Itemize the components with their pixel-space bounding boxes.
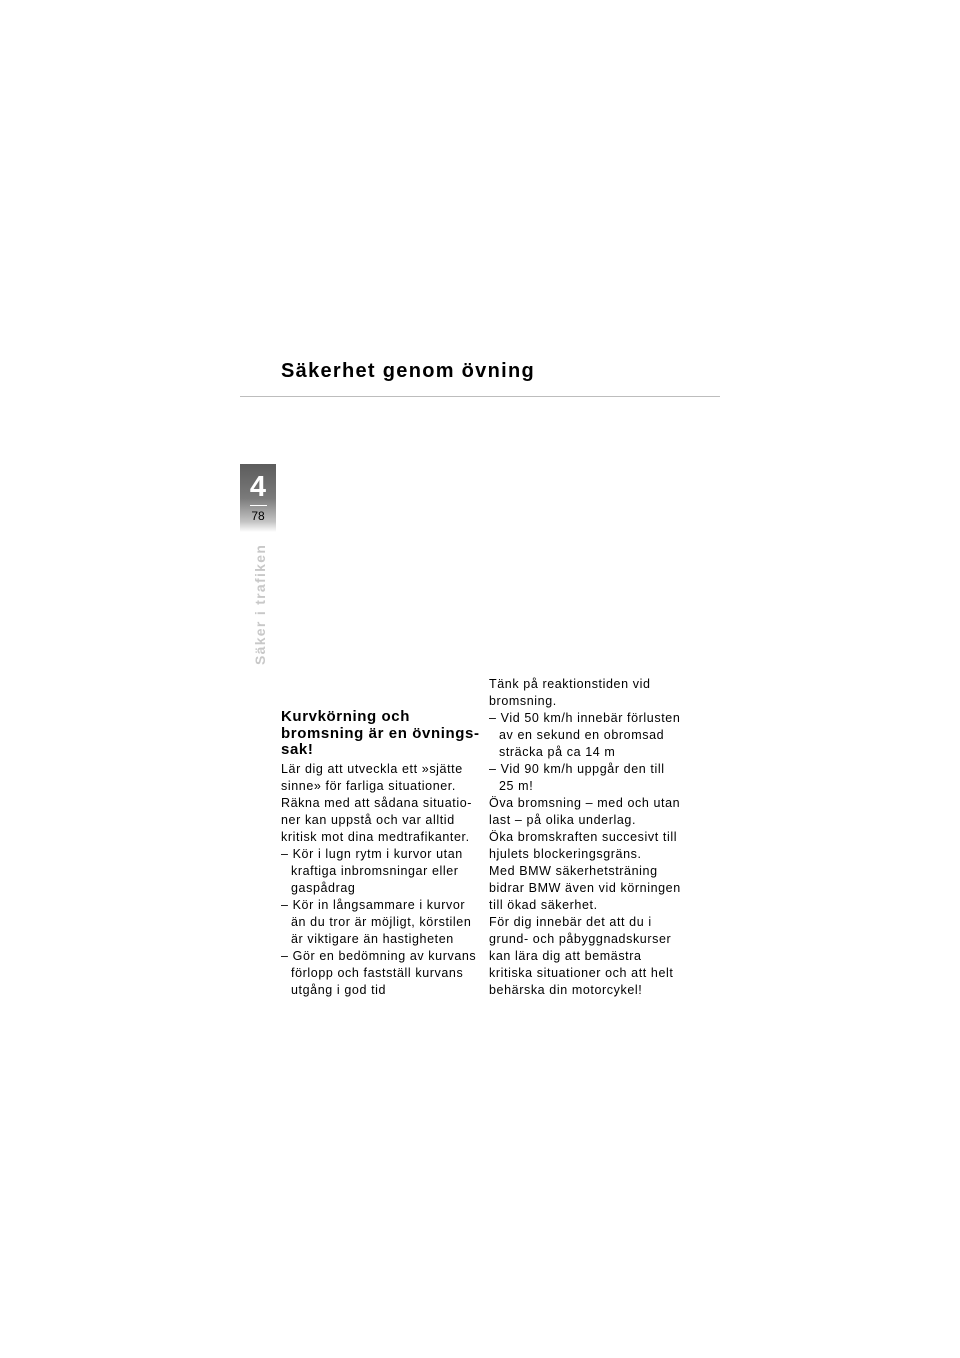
- chapter-tab: [240, 464, 276, 532]
- text-line: Öva bromsning – med och utan: [489, 796, 681, 810]
- text-line: hjulets blockeringsgräns.: [489, 847, 642, 861]
- text-line: – Vid 90 km/h uppgår den till: [489, 762, 665, 776]
- side-section-label: Säker i trafiken: [252, 543, 268, 665]
- text-line: kritiska situationer och att helt: [489, 966, 674, 980]
- chapter-divider: [250, 505, 267, 506]
- text-line: Tänk på reaktionstiden vid: [489, 677, 651, 691]
- text-line: sinne» för farliga situationer.: [281, 778, 456, 793]
- bullet-item: [281, 948, 481, 999]
- heading-line: sak!: [281, 741, 314, 758]
- text-line: Lär dig att utveckla ett »sjätte: [281, 761, 463, 776]
- text-line: – Gör en bedömning av kurvans: [281, 948, 477, 963]
- text-line: – Vid 50 km/h innebär förlusten: [489, 711, 681, 725]
- text-line: sträcka på ca 14 m: [499, 745, 616, 759]
- text-line: Med BMW säkerhetsträning: [489, 864, 658, 878]
- text-line: ner kan uppstå och var alltid: [281, 812, 455, 827]
- text-line: utgång i god tid: [291, 982, 387, 997]
- text-line: behärska din motorcykel!: [489, 983, 643, 997]
- text-line: Räkna med att sådana situatio-: [281, 795, 473, 810]
- text-line: – Kör in långsammare i kurvor: [281, 897, 466, 912]
- text-line: – Kör i lugn rytm i kurvor utan: [281, 846, 463, 861]
- left-column: [281, 709, 481, 999]
- text-line: bidrar BMW även vid körningen: [489, 881, 681, 895]
- section-heading: [281, 709, 481, 759]
- title-divider: [240, 396, 720, 397]
- page-title: Säkerhet genom övning: [281, 360, 536, 382]
- bullet-item: [489, 761, 689, 795]
- text-line: till ökad säkerhet.: [489, 898, 598, 912]
- bullet-item: [489, 710, 689, 761]
- text-line: grund- och påbyggnadskurser: [489, 932, 672, 946]
- heading-line: bromsning är en övnings-: [281, 724, 480, 742]
- text-line: last – på olika underlag.: [489, 813, 637, 827]
- bullet-item: [281, 846, 481, 897]
- text-line: förlopp och fastställ kurvans: [291, 965, 464, 980]
- intro-paragraph: [489, 676, 689, 710]
- text-line: kan lära dig att bemästra: [489, 949, 642, 963]
- heading-line: Kurvkörning och: [281, 708, 411, 725]
- page-number: 78: [251, 509, 265, 523]
- closing-paragraph: [489, 795, 689, 999]
- text-line: gaspådrag: [291, 880, 356, 895]
- right-column: [489, 676, 689, 999]
- text-line: av en sekund en obromsad: [499, 728, 665, 742]
- text-line: kraftiga inbromsningar eller: [291, 863, 459, 878]
- text-line: kritisk mot dina medtrafikanter.: [281, 829, 470, 844]
- intro-paragraph: [281, 761, 481, 846]
- chapter-number: 4: [249, 471, 267, 503]
- text-line: är viktigare än hastigheten: [291, 931, 454, 946]
- text-line: Öka bromskraften succesivt till: [489, 830, 678, 844]
- text-line: bromsning.: [489, 694, 557, 708]
- text-line: 25 m!: [499, 779, 534, 793]
- bullet-item: [281, 897, 481, 948]
- text-line: För dig innebär det att du i: [489, 915, 652, 929]
- text-line: än du tror är möjligt, körstilen: [291, 914, 472, 929]
